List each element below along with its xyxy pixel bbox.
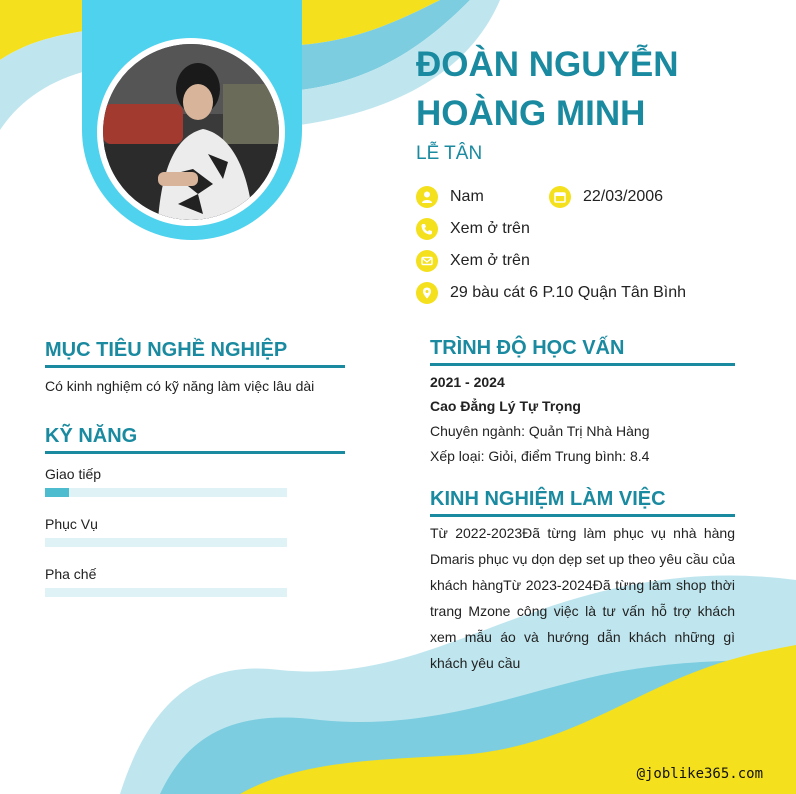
experience-text: Từ 2022-2023Đã từng làm phục vụ nhà hàng Dmaris phục vụ dọn dẹp set up theo yêu cầu của khách hàngTừ 2023-2024Đã từng làm shop thời trang Mzone công việc là tư vấn hỗ trợ khách xem mẫu áo và hướng dẫn khách những gì khách yêu cầu xyxy=(430,525,735,671)
education-period: 2021 - 2024 xyxy=(430,374,505,390)
email-row xyxy=(416,250,530,272)
email-value: Xem ở trên xyxy=(450,252,530,269)
experience-title: KINH NGHIỆM LÀM VIỆC xyxy=(430,488,735,517)
gender-value: Nam xyxy=(450,188,484,205)
objective-section xyxy=(45,339,345,394)
skills-title: KỸ NĂNG xyxy=(45,425,345,454)
profile-photo xyxy=(97,38,285,226)
address-row xyxy=(416,282,686,304)
education-grade: Xếp loại: Giỏi, điểm Trung bình: 8.4 xyxy=(430,448,650,464)
education-title: TRÌNH ĐỘ HỌC VẤN xyxy=(430,337,735,366)
address-value: 29 bàu cát 6 P.10 Quận Tân Bình xyxy=(450,284,687,301)
education-major: Chuyên ngành: Quản Trị Nhà Hàng xyxy=(430,423,650,439)
profile-photo-image xyxy=(103,44,279,220)
skill-bar-fill xyxy=(45,488,69,497)
objective-text: Có kinh nghiệm có kỹ năng làm việc lâu dài xyxy=(45,378,315,394)
job-title: LỄ TÂN xyxy=(416,143,483,164)
education-school: Cao Đẳng Lý Tự Trọng xyxy=(430,398,581,414)
calendar-icon xyxy=(549,186,571,208)
experience-section xyxy=(430,488,735,676)
skill-label: Phục Vụ xyxy=(45,516,98,532)
skill-bar xyxy=(45,488,287,497)
gender-row xyxy=(416,186,484,208)
education-section xyxy=(430,337,735,464)
skill-bar xyxy=(45,588,287,597)
skill-label: Giao tiếp xyxy=(45,466,102,482)
skill-item xyxy=(45,516,345,547)
skill-bar xyxy=(45,538,287,547)
name-line-1: ĐOÀN NGUYỄN xyxy=(416,45,679,84)
skill-label: Pha chế xyxy=(45,566,97,582)
birthday-value: 22/03/2006 xyxy=(583,188,664,205)
name-line-2: HOÀNG MINH xyxy=(416,94,646,133)
location-pin-icon xyxy=(416,282,438,304)
skills-section xyxy=(45,425,345,597)
mail-icon xyxy=(416,250,438,272)
full-name xyxy=(416,40,776,138)
phone-value: Xem ở trên xyxy=(450,220,530,237)
skill-item xyxy=(45,466,345,497)
person-icon xyxy=(416,186,438,208)
watermark: @joblike365.com xyxy=(636,766,763,782)
phone-row xyxy=(416,218,530,240)
birthday-row xyxy=(549,186,663,208)
phone-icon xyxy=(416,218,438,240)
skill-item xyxy=(45,566,345,597)
objective-title: MỤC TIÊU NGHỀ NGHIỆP xyxy=(45,339,345,368)
